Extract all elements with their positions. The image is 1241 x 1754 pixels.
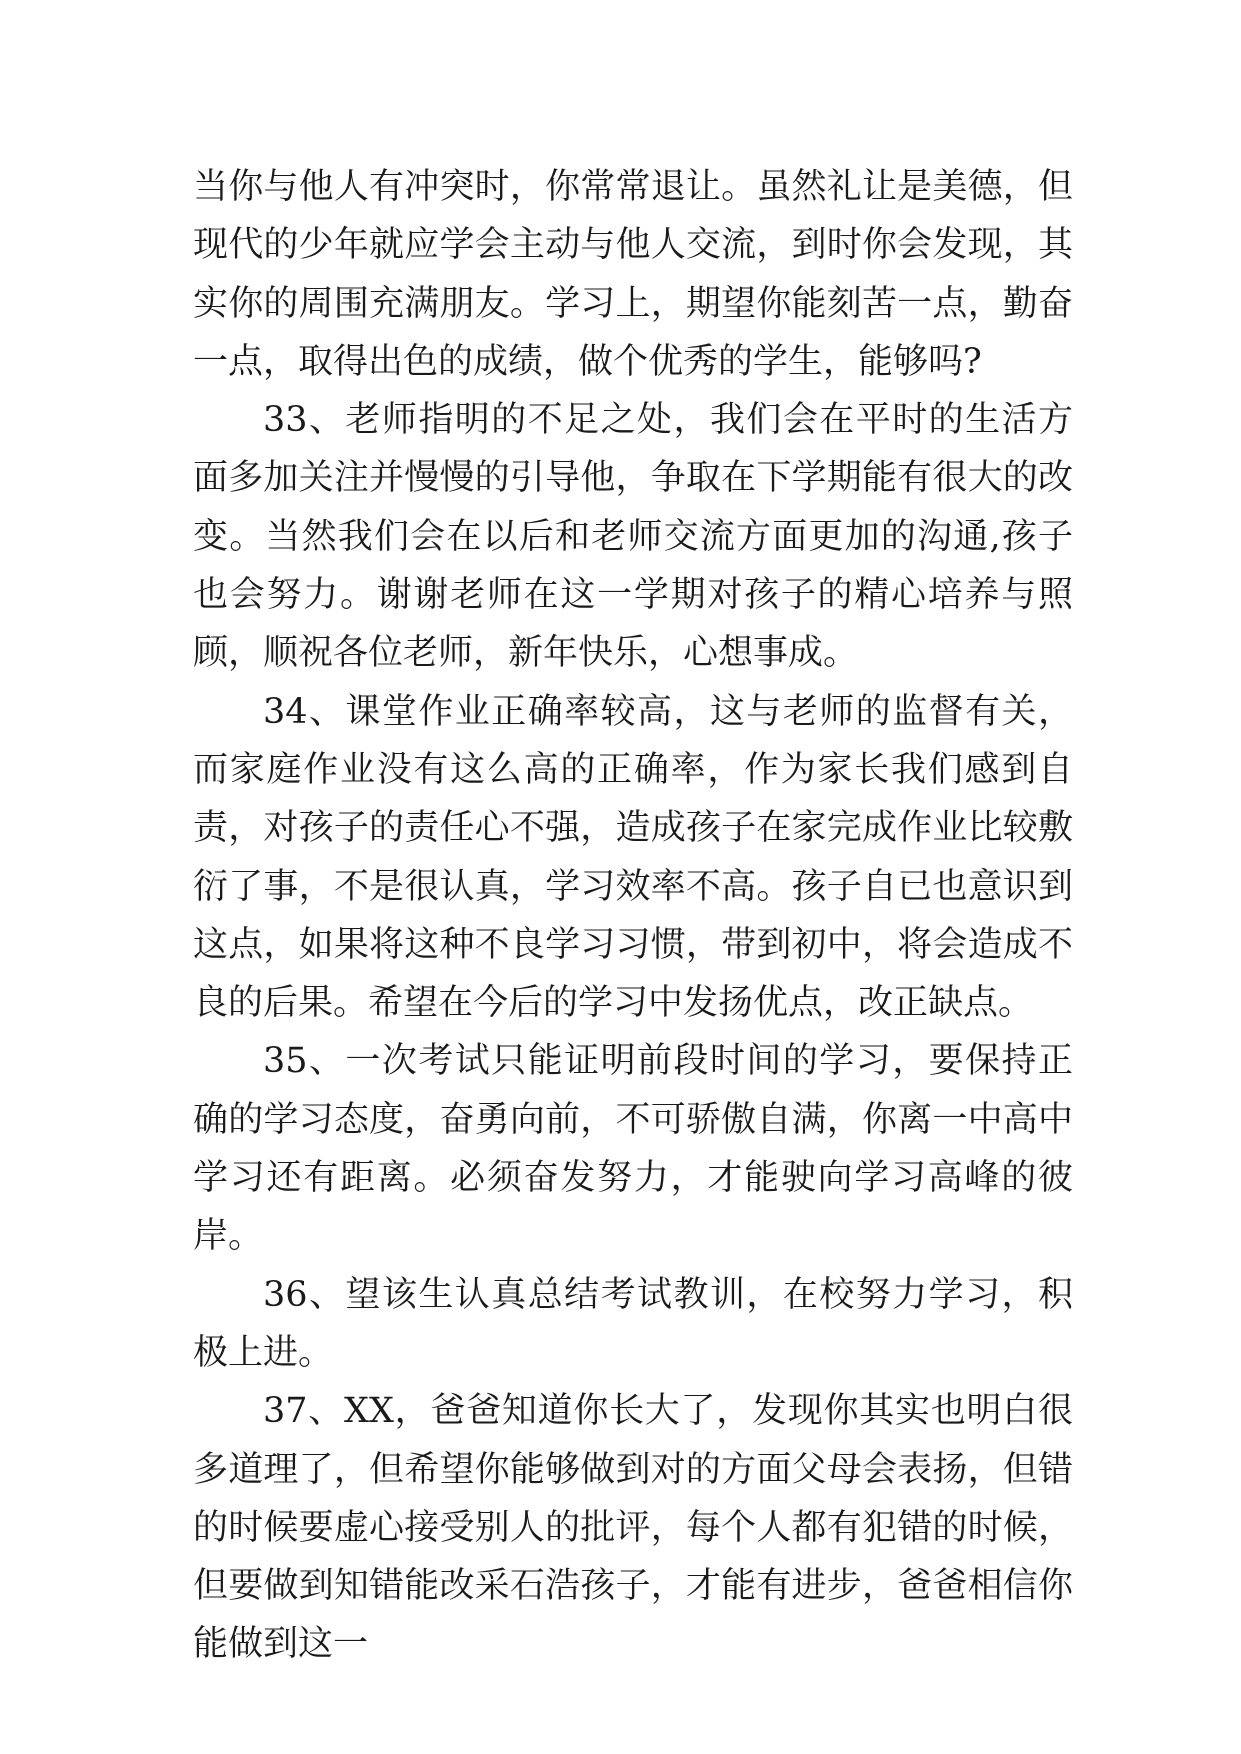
paragraph-36: 36、望该生认真总结考试教训，在校努力学习，积极上进。 [193,1274,1073,1373]
paragraph-34: 34、课堂作业正确率较高，这与老师的监督有关，而家庭作业没有这么高的正确率，作为家长我们感到自责，对孩子的责任心不强，造成孩子在家完成作业比较敷衍了事，不是很认真，学习效率不高。孩子自已也意识到这点，如果将这种不良学习习惯，带到初中，将会造成不良的后果。希望在今后的学习中发扬优点，改正缺点。 [193,691,1073,1024]
paragraph-33: 33、老师指明的不足之处，我们会在平时的生活方面多加关注并慢慢的引导他，争取在下学期能有很大的改变。当然我们会在以后和老师交流方面更加的沟通,孩子也会努力。谢谢老师在这一学期对孩子的精心培养与照顾，顺祝各位老师，新年快乐，心想事成。 [193,400,1073,674]
paragraph-35: 35、一次考试只能证明前段时间的学习，要保持正确的学习态度，奋勇向前，不可骄傲自满，你离一中高中学习还有距离。必须奋发努力，才能驶向学习高峰的彼岸。 [193,1041,1073,1257]
paragraph-continuation: 当你与他人有冲突时，你常常退让。虽然礼让是美德，但现代的少年就应学会主动与他人交流，到时你会发现，其实你的周围充满朋友。学习上，期望你能刻苦一点，勤奋一点，取得出色的成绩，做个优秀的学生，能够吗? [193,167,1073,382]
paragraph-37: 37、XX，爸爸知道你长大了，发现你其实也明白很多道理了，但希望你能够做到对的方面父母会表扬，但错的时候要虚心接受别人的批评，每个人都有犯错的时候，但要做到知错能改采石浩孩子，才能有进步，爸爸相信你能做到这一 [193,1391,1073,1665]
document-body [193,158,1073,1674]
